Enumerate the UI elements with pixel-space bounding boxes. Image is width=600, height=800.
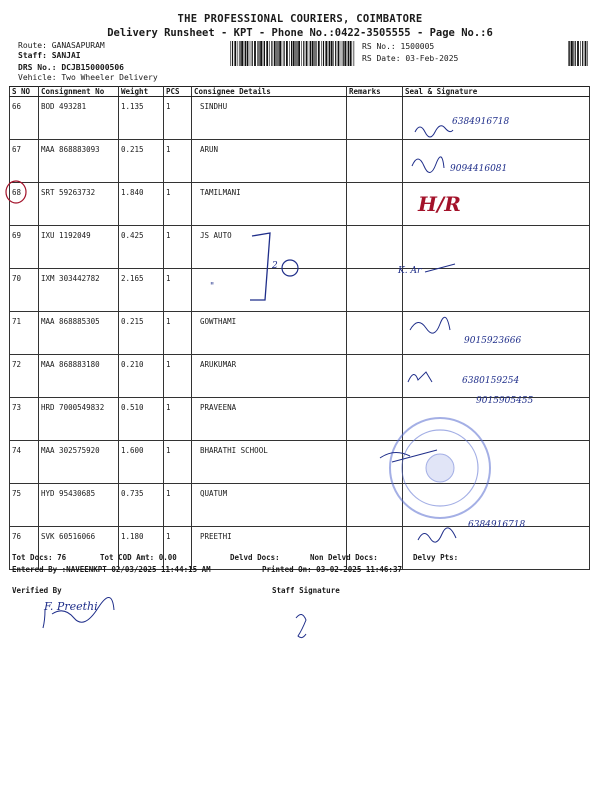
row-consignment-no: IXM 303442782 [39, 269, 119, 312]
row-weight: 1.135 [119, 97, 164, 140]
non-delivered-docs: Non Delvd Docs: [310, 553, 378, 562]
row-weight: 0.210 [119, 355, 164, 398]
row-consignment-no: MAA 868883180 [39, 355, 119, 398]
row-remarks [347, 355, 403, 398]
row-consignment-no: HYD 95430685 [39, 484, 119, 527]
row-sno: 67 [10, 140, 39, 183]
row-remarks [347, 441, 403, 484]
row-pcs: 1 [164, 355, 192, 398]
handwritten-note: 9015923666 [464, 336, 522, 346]
row-consignment-no: MAA 868885305 [39, 312, 119, 355]
total-docs: Tot Docs: 76 [12, 553, 67, 562]
row-pcs: 1 [164, 140, 192, 183]
row-consignment-no: SRT 59263732 [39, 183, 119, 226]
handwritten-note: 6380159254 [462, 376, 520, 386]
column-header-signature: Seal & Signature [403, 87, 590, 97]
row-consignee: QUATUM [192, 484, 347, 527]
total-cod: Tot COD Amt: 0.00 [100, 553, 177, 562]
row-pcs: 1 [164, 312, 192, 355]
row-weight: 0.735 [119, 484, 164, 527]
circled-number-text: 2 [272, 261, 278, 271]
handwritten-note: 6384916718 [468, 520, 526, 530]
vehicle-label: Vehicle: Two Wheeler Delivery [18, 73, 158, 82]
row-signature-cell [403, 226, 590, 269]
row-remarks [347, 226, 403, 269]
row-remarks [347, 183, 403, 226]
row-weight: 1.600 [119, 441, 164, 484]
verified-by-label: Verified By [12, 586, 62, 595]
row-sno: 66 [10, 97, 39, 140]
table-row [10, 140, 590, 183]
row-pcs: 1 [164, 97, 192, 140]
row-consignment-no: MAA 302575920 [39, 441, 119, 484]
row-consignment-no: IXU 1192049 [39, 226, 119, 269]
route-label: Route: GANASAPURAM [18, 41, 105, 50]
row-remarks [347, 527, 403, 570]
table-row [10, 226, 590, 269]
row-consignee: JS AUTO [192, 226, 347, 269]
row-sno: 76 [10, 527, 39, 570]
row-sno: 72 [10, 355, 39, 398]
row-consignee: SINDHU [192, 97, 347, 140]
drs-number: DRS No.: DCJB150000506 [18, 63, 124, 72]
row-weight: 0.215 [119, 312, 164, 355]
column-header-consignment: Consignment No [39, 87, 119, 97]
column-header-sno: S NO [10, 87, 39, 97]
row-consignee: BHARATHI SCHOOL [192, 441, 347, 484]
row-consignment-no: BOD 493281 [39, 97, 119, 140]
handwritten-note: H/R [418, 192, 461, 216]
row-consignee: ARUKUMAR [192, 355, 347, 398]
runsheet-table [9, 86, 590, 570]
handwritten-note: 9094416081 [450, 164, 508, 174]
column-header-remarks: Remarks [347, 87, 403, 97]
row-weight: 1.840 [119, 183, 164, 226]
row-consignee [192, 269, 347, 312]
row-remarks [347, 140, 403, 183]
row-consignment-no: SVK 60516066 [39, 527, 119, 570]
rs-number: RS No.: 1500005 [362, 42, 435, 51]
barcode-image-small [568, 41, 588, 66]
row-consignee: TAMILMANI [192, 183, 347, 226]
row-sno: 73 [10, 398, 39, 441]
column-header-weight: Weight [119, 87, 164, 97]
row-pcs: 1 [164, 398, 192, 441]
runsheet-title: Delivery Runsheet - KPT - Phone No.:0422-3505555 - Page No.:6 [107, 27, 493, 39]
row-weight: 0.215 [119, 140, 164, 183]
rs-date: RS Date: 03-Feb-2025 [362, 54, 459, 63]
staff-label: Staff: SANJAI [18, 51, 81, 60]
barcode-image [230, 41, 355, 66]
column-header-pcs: PCS [164, 87, 192, 97]
table-row [10, 269, 590, 312]
row-pcs: 1 [164, 226, 192, 269]
row-remarks [347, 398, 403, 441]
handwritten-note: 6384916718 [452, 117, 510, 127]
company-name: THE PROFESSIONAL COURIERS, COIMBATORE [177, 13, 423, 25]
row-signature-cell [403, 312, 590, 355]
table-row [10, 312, 590, 355]
row-sno: 71 [10, 312, 39, 355]
handwritten-note: K. Ar [398, 266, 422, 276]
entered-by: Entered By :NAVEENKPT 02/03/2025 11:44:15 AM [12, 565, 211, 574]
table-header-row [10, 87, 590, 97]
row-consignee: PRAVEENA [192, 398, 347, 441]
row-weight: 0.510 [119, 398, 164, 441]
row-consignee: GOWTHAMI [192, 312, 347, 355]
row-pcs: 1 [164, 183, 192, 226]
ditto-mark: " [210, 282, 215, 292]
delivered-docs: Delvd Docs: [230, 553, 280, 562]
row-pcs: 1 [164, 527, 192, 570]
row-remarks [347, 484, 403, 527]
column-header-consignee: Consignee Details [192, 87, 347, 97]
row-signature-cell [403, 441, 590, 484]
verified-signature: F. Preethi [44, 600, 98, 613]
handwritten-note: 9015905455 [476, 396, 534, 406]
row-remarks [347, 97, 403, 140]
row-remarks [347, 312, 403, 355]
row-pcs: 1 [164, 441, 192, 484]
row-sno: 74 [10, 441, 39, 484]
row-weight: 0.425 [119, 226, 164, 269]
printed-on: Printed On: 03-02-2025 11:46:37 [262, 565, 402, 574]
row-weight: 2.165 [119, 269, 164, 312]
row-sno: 68 [10, 183, 39, 226]
table-row [10, 527, 590, 570]
row-sno: 75 [10, 484, 39, 527]
row-consignee: PREETHI [192, 527, 347, 570]
row-weight: 1.180 [119, 527, 164, 570]
row-sno: 70 [10, 269, 39, 312]
row-signature-cell [403, 269, 590, 312]
staff-signature-scribble [296, 614, 306, 637]
row-pcs: 1 [164, 269, 192, 312]
row-consignment-no: MAA 868883093 [39, 140, 119, 183]
row-sno: 69 [10, 226, 39, 269]
row-consignee: ARUN [192, 140, 347, 183]
row-signature-cell [403, 140, 590, 183]
table-row [10, 441, 590, 484]
delivery-points: Delvy Pts: [413, 553, 459, 562]
staff-signature-label: Staff Signature [272, 586, 340, 595]
row-consignment-no: HRD 7000549832 [39, 398, 119, 441]
table-row [10, 183, 590, 226]
row-remarks [347, 269, 403, 312]
row-pcs: 1 [164, 484, 192, 527]
row-signature-cell [403, 527, 590, 570]
